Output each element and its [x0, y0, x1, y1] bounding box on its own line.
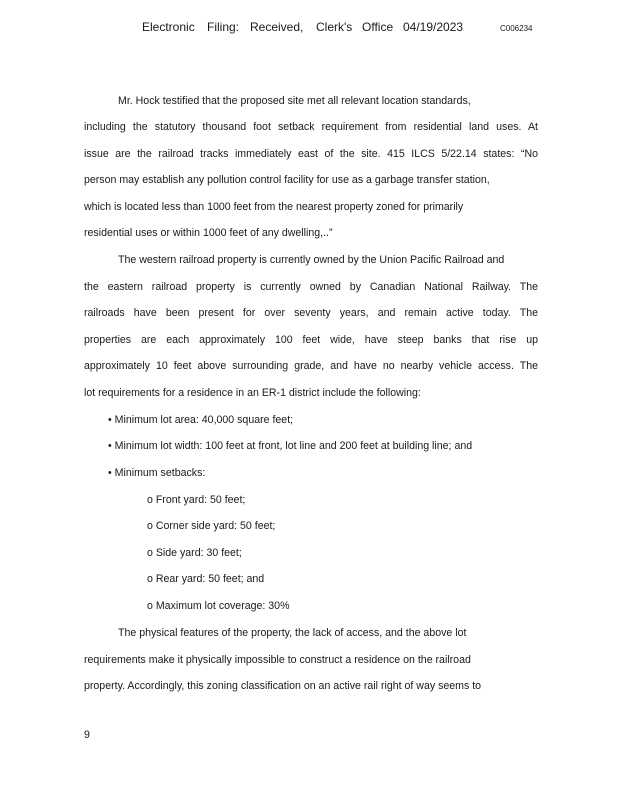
text-line: railroads have been present for over seventy years, and remain active today. The — [84, 307, 538, 319]
header-doc-id: C006234 — [500, 24, 533, 33]
header-clerks: Clerk's — [316, 20, 353, 34]
header-date: 04/19/2023 — [403, 20, 464, 34]
text-line: issue are the railroad tracks immediately east of the site. 415 ILCS 5/22.14 states: “No — [84, 148, 538, 160]
header-electronic: Electronic — [142, 20, 195, 34]
text-line: Mr. Hock testified that the proposed site met all relevant location standards, — [118, 95, 471, 107]
sub-bullet-item: o Front yard: 50 feet; — [147, 494, 246, 506]
header-office: Office — [362, 20, 394, 34]
text-line: lot requirements for a residence in an ER-1 district include the following: — [84, 387, 421, 399]
text-line: requirements make it physically impossible to construct a residence on the railroad — [84, 654, 471, 666]
bullet-item: • Minimum lot area: 40,000 square feet; — [108, 414, 294, 426]
text-line: The physical features of the property, the lack of access, and the above lot — [118, 627, 467, 639]
header-received: Received, — [250, 20, 304, 34]
bullet-item: • Minimum lot width: 100 feet at front, lot line and 200 feet at building line; and — [108, 440, 473, 452]
sub-bullet-item: o Rear yard: 50 feet; and — [147, 573, 265, 585]
text-line: The western railroad property is currently owned by the Union Pacific Railroad and — [118, 254, 505, 266]
filing-header — [0, 20, 618, 40]
text-line: residential uses or within 1000 feet of any dwelling,..” — [84, 227, 333, 239]
sub-bullet-item: o Maximum lot coverage: 30% — [147, 600, 290, 612]
text-line: approximately 10 feet above surrounding grade, and have no nearby vehicle access. The — [84, 360, 538, 372]
sub-bullet-item: o Side yard: 30 feet; — [147, 547, 242, 559]
text-line: person may establish any pollution control facility for use as a garbage transfer station, — [84, 174, 490, 186]
text-line: including the statutory thousand foot setback requirement from residential land uses. At — [84, 121, 538, 133]
page-number: 9 — [84, 729, 90, 741]
text-line: property. Accordingly, this zoning classification on an active rail right of way seems to — [84, 680, 482, 692]
sub-bullet-item: o Corner side yard: 50 feet; — [147, 520, 276, 532]
text-line: the eastern railroad property is currently owned by Canadian National Railway. The — [84, 281, 538, 293]
text-line: properties are each approximately 100 feet wide, have steep banks that rise up — [84, 334, 538, 346]
header-filing: Filing: — [207, 20, 240, 34]
text-line: which is located less than 1000 feet from the nearest property zoned for primarily — [84, 201, 464, 213]
bullet-item: • Minimum setbacks: — [108, 467, 206, 479]
